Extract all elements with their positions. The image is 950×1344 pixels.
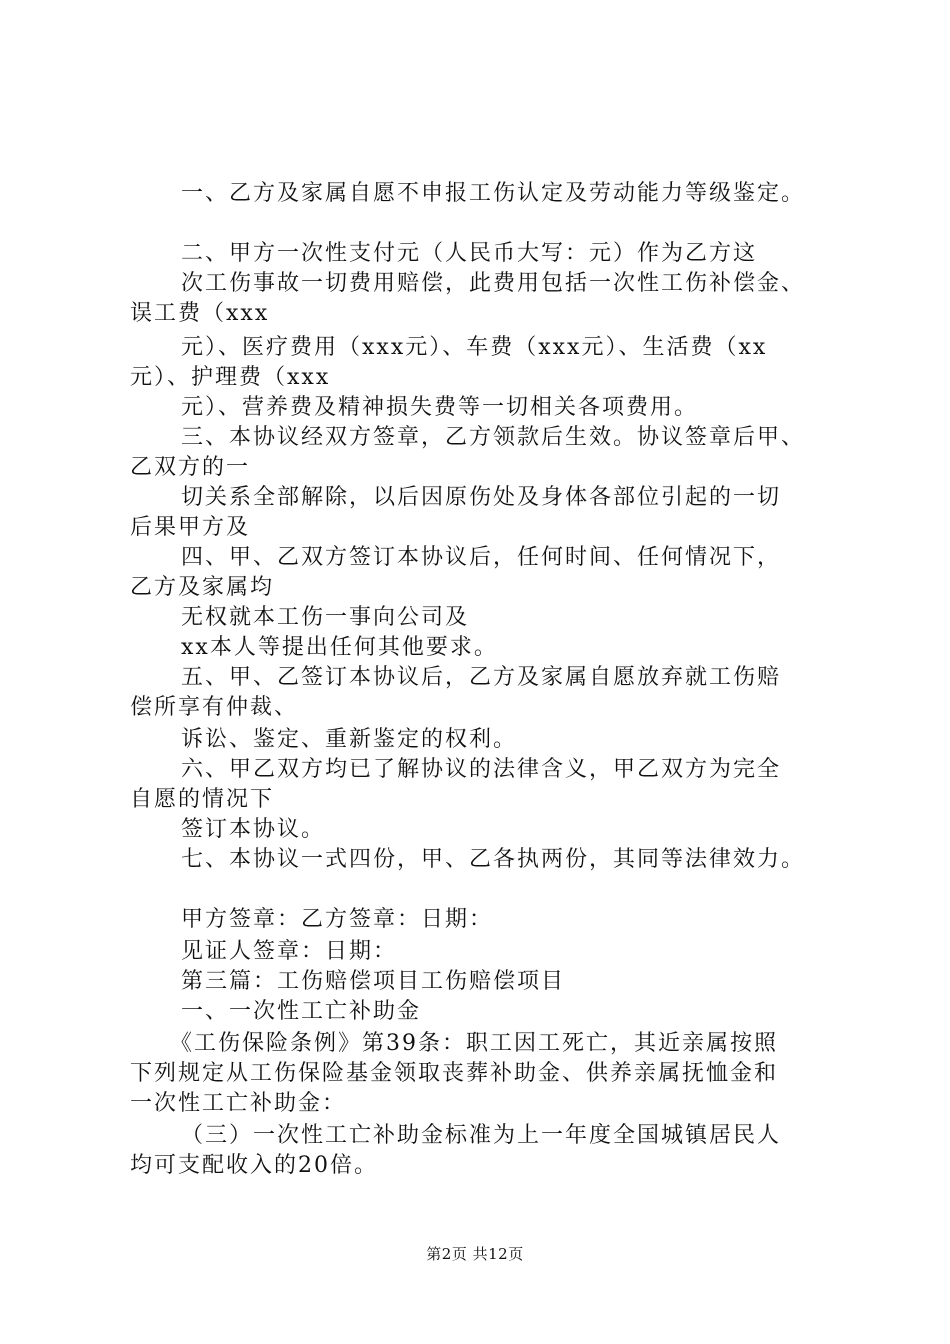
paragraph-5-line-2: 偿所享有仲裁、 [130,695,299,720]
paragraph-3-line-2: 乙双方的一 [130,455,251,480]
signature-line: 甲方签章：乙方签章：日期： [181,907,494,932]
paragraph-5-line-3: 诉讼、鉴定、重新鉴定的权利。 [181,727,518,752]
paragraph-6-line-2: 自愿的情况下 [130,787,275,812]
regulation-line-2: 下列规定从工伤保险基金领取丧葬补助金、供养亲属抚恤金和 [130,1061,779,1086]
paragraph-6-line-1: 六、甲乙双方均已了解协议的法律含义，甲乙双方为完全 [181,757,782,782]
paragraph-3-line-3: 切关系全部解除，以后因原伤处及身体各部位引起的一切 [181,485,782,510]
regulation-line-3: 一次性工亡补助金： [130,1091,347,1116]
paragraph-2-line-2: 次工伤事故一切费用赔偿，此费用包括一次性工伤补偿金、 [181,271,806,296]
paragraph-2-line-1: 二、甲方一次性支付元（人民币大写：元）作为乙方这 [181,241,758,266]
paragraph-6-line-3: 签订本协议。 [181,817,326,842]
paragraph-3-line-4: 后果甲方及 [130,515,251,540]
paragraph-2-line-5: 元）、护理费（xxx [130,365,331,390]
paragraph-4-line-4: xx本人等提出任何其他要求。 [181,635,498,660]
paragraph-2-line-3: 误工费（xxx [130,301,270,326]
standard-line-1: （三）一次性工亡补助金标准为上一年度全国城镇居民人 [181,1123,782,1148]
paragraph-1: 一、乙方及家属自愿不申报工伤认定及劳动能力等级鉴定。 [181,181,806,206]
section-heading: 第三篇：工伤赔偿项目工伤赔偿项目 [181,969,566,994]
standard-line-2: 均可支配收入的20倍。 [130,1153,378,1178]
paragraph-5-line-1: 五、甲、乙签订本协议后，乙方及家属自愿放弃就工伤赔 [181,665,782,690]
item-heading: 一、一次性工亡补助金 [181,999,422,1024]
paragraph-2-line-4: 元）、医疗费用（xxx元）、车费（xxx元）、生活费（xx [181,335,768,360]
page-number: 第2页 共12页 [426,1245,524,1263]
paragraph-3-line-1: 三、本协议经双方签章，乙方领款后生效。协议签章后甲、 [181,425,806,450]
paragraph-2-line-6: 元）、营养费及精神损失费等一切相关各项费用。 [181,395,699,420]
paragraph-4-line-3: 无权就本工伤一事向公司及 [181,605,470,630]
paragraph-7: 七、本协议一式四份，甲、乙各执两份，其同等法律效力。 [181,847,806,872]
paragraph-4-line-1: 四、甲、乙双方签订本协议后，任何时间、任何情况下， [181,545,782,570]
witness-line: 见证人签章：日期： [181,939,398,964]
regulation-line-1: 《工伤保险条例》第39条：职工因工死亡，其近亲属按照 [170,1031,778,1056]
paragraph-4-line-2: 乙方及家属均 [130,575,275,600]
